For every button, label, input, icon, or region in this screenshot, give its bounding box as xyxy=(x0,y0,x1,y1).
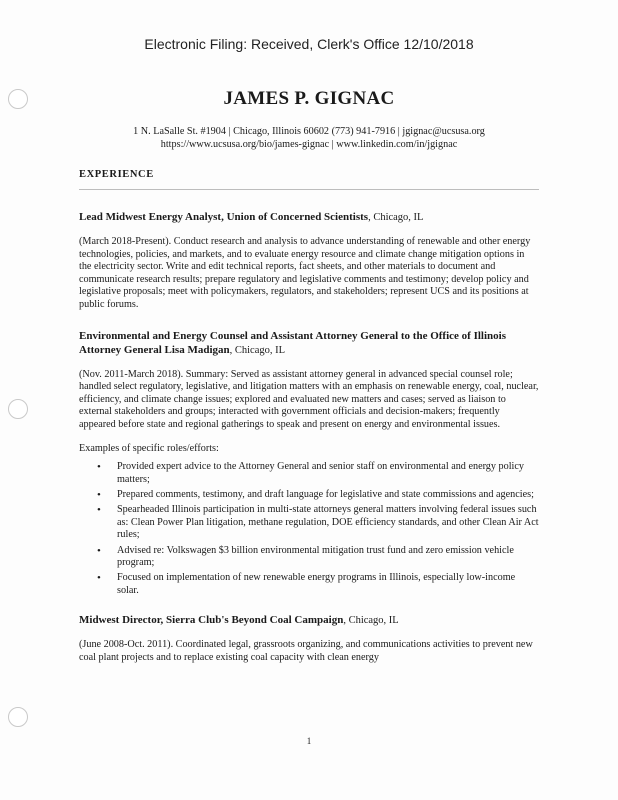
job-location: , Chicago, IL xyxy=(229,344,286,356)
resume-name: JAMES P. GIGNAC xyxy=(223,88,395,109)
list-item: • Focused on implementation of new renewable energy programs in Illinois, especially low-income solar. xyxy=(117,572,539,597)
filing-stamp: Electronic Filing: Received, Clerk's Office 12/10/2018 xyxy=(144,36,474,52)
job-entry-ucs xyxy=(79,210,539,312)
punch-hole-middle xyxy=(8,399,28,419)
job-title: Environmental and Energy Counsel and Assistant Attorney General to the Office of Illinois Attorney General Lisa Madigan xyxy=(79,329,506,356)
punch-hole-bottom xyxy=(8,707,28,727)
job-description: (Nov. 2011-March 2018). Summary: Served as assistant attorney general in advanced special counsel role; handled select regulatory, legislative, and litigation matters with an emphasis on renewable energy, coal, nuclear, efficiency, and climate change issues; explored and evaluated new matters and cases; served as liaison to external stakeholders and groups; interacted with government officials and decision-makers; frequently appeared before state and regional gatherings to speak and present on energy and environmental issues. xyxy=(79,368,539,430)
list-item: • Advised re: Volkswagen $3 billion environmental mitigation trust fund and zero emission vehicle program; xyxy=(117,545,539,570)
job-title-line xyxy=(79,329,539,358)
contact-block xyxy=(79,126,539,151)
contact-address-line: 1 N. LaSalle St. #1904 | Chicago, Illinois 60602 (773) 941-7916 | jgignac@ucsusa.org xyxy=(133,126,485,137)
resume-page xyxy=(79,88,539,664)
job-title-line xyxy=(79,613,539,628)
roles-list xyxy=(79,461,539,597)
job-description: (March 2018-Present). Conduct research and analysis to advance understanding of renewable and other energy technologies, policies, and markets, and to evaluate energy resource and climate change mitigation options in the electricity sector. Write and edit technical reports, fact sheets, and other materials to document and communicate research results; prepare regulatory and legislative comments and testimony; develop policy and legislative proposals; meet with policymakers, regulators, and stakeholders; represent UCS and its positions at public forums. xyxy=(79,236,531,310)
punch-hole-top xyxy=(8,89,28,109)
contact-links-line: https://www.ucsusa.org/bio/james-gignac | www.linkedin.com/in/jgignac xyxy=(160,138,458,150)
job-title-line xyxy=(79,210,539,225)
section-heading-experience: EXPERIENCE xyxy=(79,169,539,190)
job-entry-sierra-club xyxy=(79,613,539,664)
job-location: , Chicago, IL xyxy=(368,212,424,223)
job-description: (June 2008-Oct. 2011). Coordinated legal, grassroots organizing, and communications activities to prevent new coal plant projects and to replace existing coal capacity with clean energy xyxy=(79,639,533,663)
page-number: 1 xyxy=(306,736,312,746)
list-item: • Spearheaded Illinois participation in multi-state attorneys general matters involving federal issues such as: Clean Power Plan litigation, methane regulation, DOE efficiency standards, and other Clean Air Act rules; xyxy=(117,504,539,541)
list-item: • Provided expert advice to the Attorney General and senior staff on environmental and energy policy matters; xyxy=(117,461,539,486)
job-title: Midwest Director, Sierra Club's Beyond Coal Campaign xyxy=(79,614,344,627)
job-title: Lead Midwest Energy Analyst, Union of Concerned Scientists xyxy=(79,211,369,223)
roles-intro: Examples of specific roles/efforts: xyxy=(79,442,219,454)
list-item: • Prepared comments, testimony, and draft language for legislative and state commissions and agencies; xyxy=(117,489,539,501)
job-location: , Chicago, IL xyxy=(343,615,399,627)
job-entry-attorney-general xyxy=(79,329,539,598)
